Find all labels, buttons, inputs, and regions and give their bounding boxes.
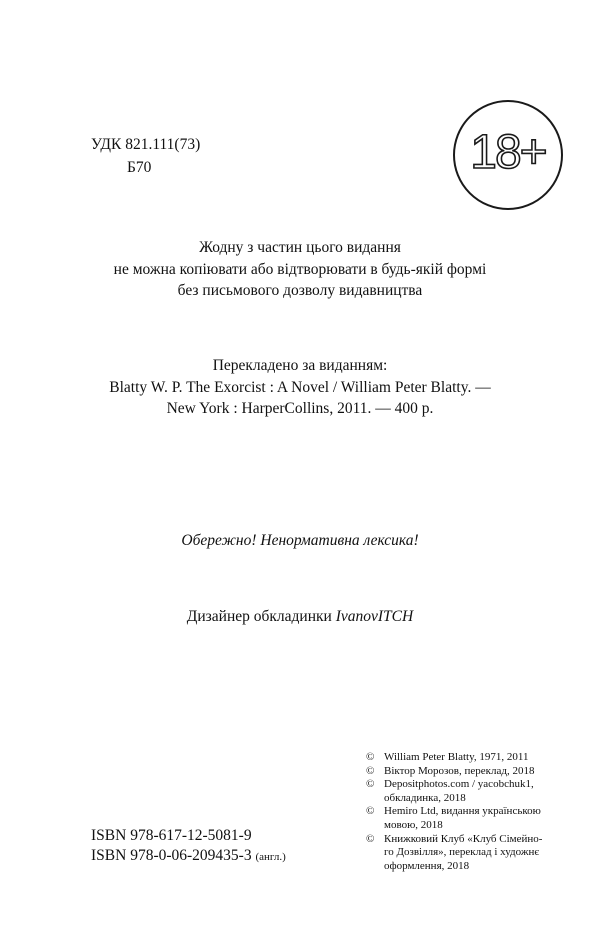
copyright-line: William Peter Blatty, 1971, 2011 (384, 751, 529, 763)
copyright-item (366, 751, 586, 765)
copyright-line: Книжковий Клуб «Клуб Сімейно- (384, 832, 543, 845)
copyright-item (366, 805, 586, 832)
udk-code: УДК 821.111(73) (91, 136, 201, 153)
original-edition-line: New York : HarperCollins, 2011. — 400 p. (166, 400, 434, 417)
rights-notice (0, 237, 600, 302)
rights-notice-line: не можна копіювати або відтворювати в будь-якій формі (113, 260, 487, 278)
copyright-symbol: © (366, 764, 375, 777)
rights-notice-line: Жодну з частин цього видання (199, 239, 401, 256)
copyright-line: оформлення, 2018 (384, 859, 470, 872)
copyright-item (366, 833, 586, 874)
copyright-symbol: © (366, 832, 375, 845)
cover-designer-label: Дизайнер обкладинки (186, 608, 332, 625)
original-edition-line: Blatty W. P. The Exorcist : A Novel / William Peter Blatty. — (109, 378, 491, 396)
original-edition (0, 355, 600, 420)
copyright-line: го Дозвілля», переклад і художнє (384, 846, 540, 859)
bbk-code: Б70 (127, 159, 152, 176)
cover-designer-name: IvanovITCH (335, 608, 414, 625)
copyright-line: мовою, 2018 (384, 818, 443, 831)
isbn-language-note: (англ.) (255, 851, 286, 863)
age-rating-badge (453, 100, 563, 210)
copyright-symbol: © (366, 751, 375, 763)
content-warning-text: Обережно! Ненормативна лексика! (181, 532, 419, 549)
copyright-line: Віктор Морозов, переклад, 2018 (384, 764, 535, 777)
copyright-symbol: © (366, 805, 375, 818)
content-warning (0, 530, 600, 552)
rights-notice-line: без письмового дозволу видавництва (177, 282, 423, 299)
copyright-item (366, 765, 586, 779)
copyright-line: Depositphotos.com / yacobchuk1, (384, 778, 534, 791)
copyright-line: Hemiro Ltd, видання українською (384, 805, 541, 818)
copyright-item (366, 778, 586, 805)
cover-designer (0, 606, 600, 628)
copyright-list (366, 751, 586, 873)
original-edition-line: Перекладено за виданням: (212, 357, 388, 374)
copyright-symbol: © (366, 778, 375, 791)
copyright-line: обкладинка, 2018 (384, 791, 466, 804)
isbn-english (91, 846, 286, 867)
isbn-number: ISBN 978-617-12-5081-9 (91, 827, 252, 844)
age-rating-label: 18+ (470, 126, 546, 179)
isbn-ukrainian (91, 826, 252, 846)
isbn-number: ISBN 978-0-06-209435-3 (91, 847, 252, 864)
